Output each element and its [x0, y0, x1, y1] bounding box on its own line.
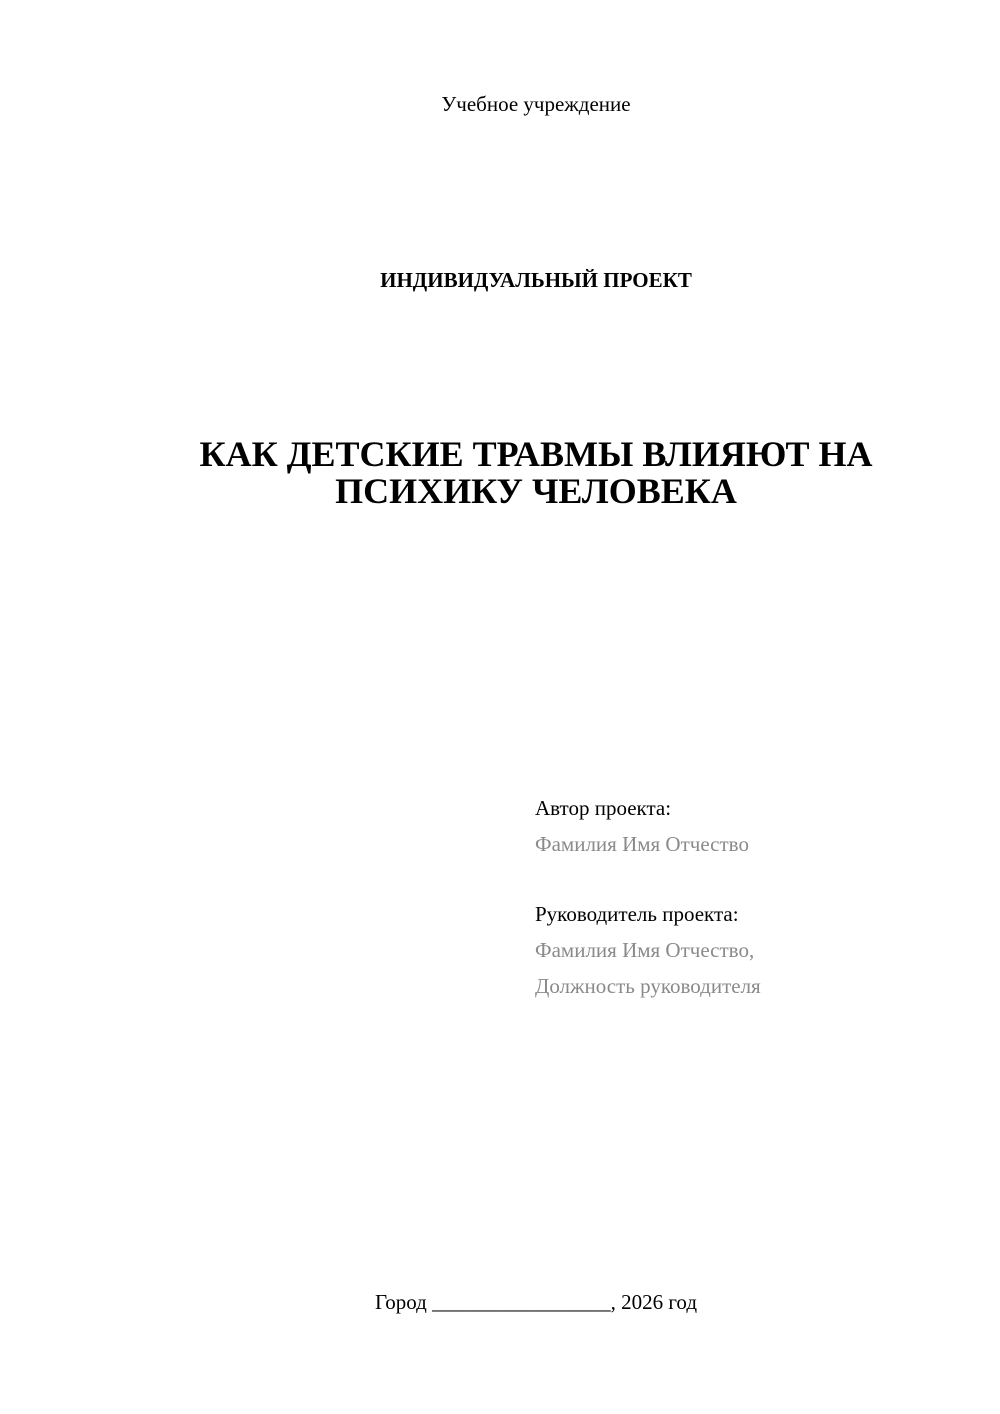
- author-label: Автор проекта:: [535, 796, 672, 820]
- project-title-line-1: КАК ДЕТСКИЕ ТРАВМЫ ВЛИЯЮТ НА: [199, 434, 873, 474]
- project-type-heading: ИНДИВИДУАЛЬНЫЙ ПРОЕКТ: [380, 268, 692, 292]
- info-spacer: [535, 862, 761, 896]
- author-name-placeholder: Фамилия Имя Отчество: [535, 832, 749, 856]
- project-title-line-2: ПСИХИКУ ЧЕЛОВЕКА: [335, 471, 737, 511]
- supervisor-name-placeholder: Фамилия Имя Отчество,: [535, 938, 755, 962]
- supervisor-label: Руководитель проекта:: [535, 902, 739, 926]
- supervisor-position-placeholder: Должность руководителя: [535, 974, 761, 998]
- project-info-block: [535, 790, 761, 1004]
- city-year-line: Город _________________, 2026 год: [374, 1290, 698, 1314]
- project-title: [72, 436, 1000, 510]
- institution-name: Учебное учреждение: [441, 92, 631, 116]
